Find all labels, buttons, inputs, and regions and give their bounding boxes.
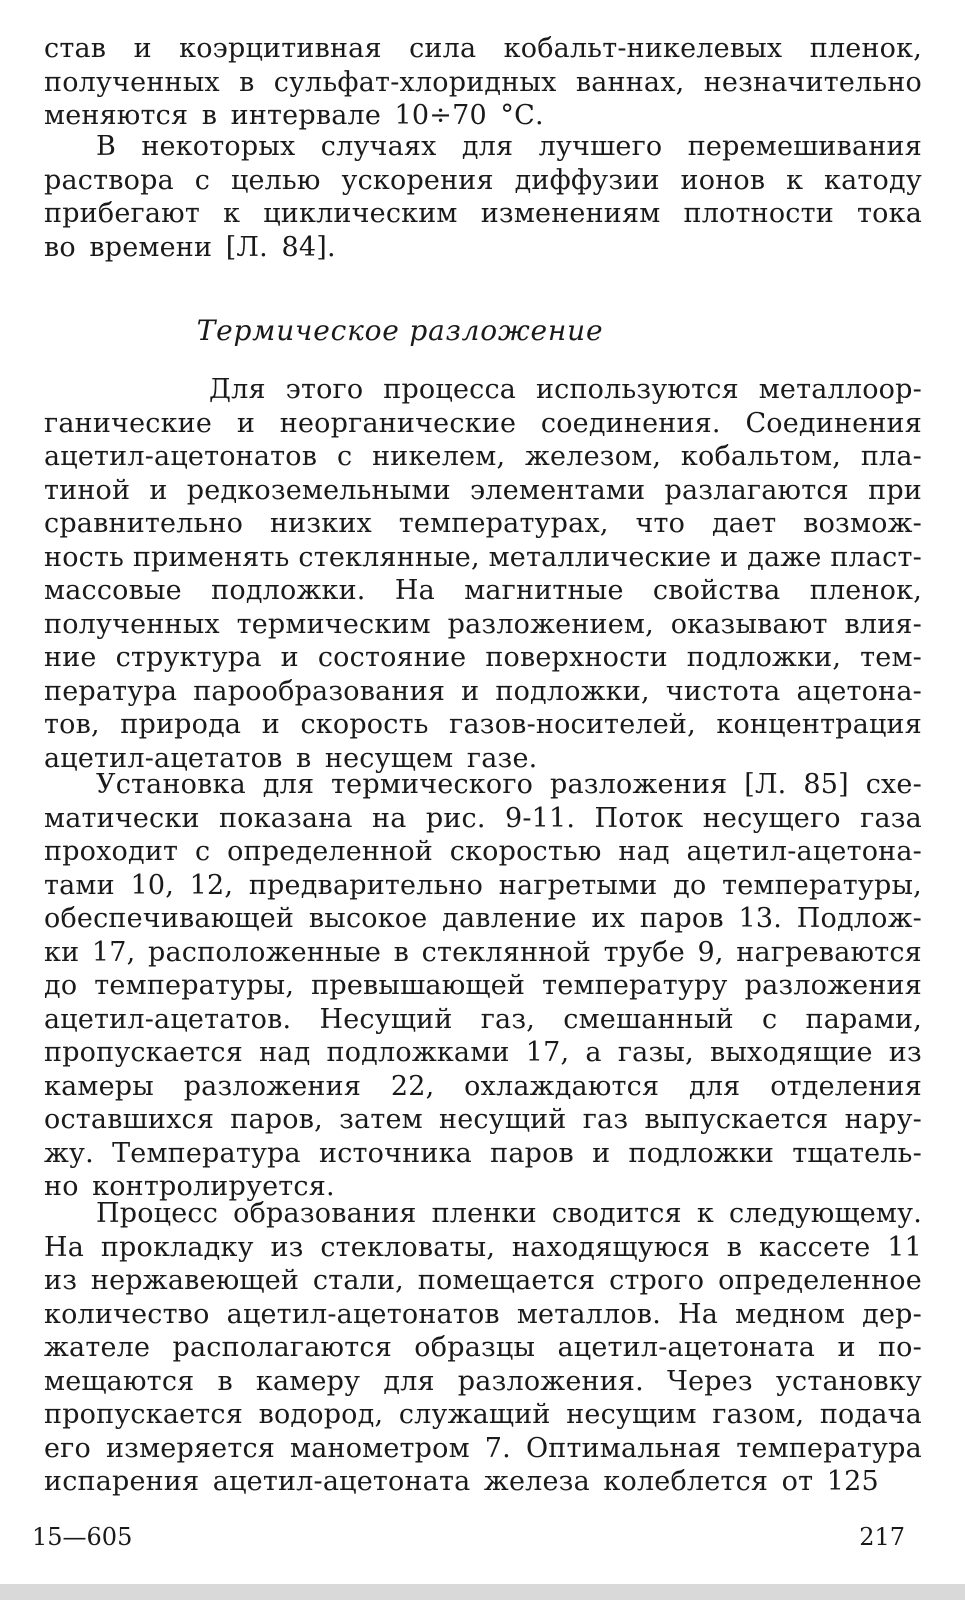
text-line: ние структура и состояние поверхности подложки, тем- xyxy=(44,642,922,673)
text-line: полученных в сульфат-хлоридных ваннах, незначительно xyxy=(44,66,922,98)
text-line: матически показана на рис. 9-11. Поток несущего газа xyxy=(44,802,922,834)
text-line: жу. Температура источника паров и подложки тщатель- xyxy=(44,1137,922,1169)
scan-bottom-edge xyxy=(0,1584,965,1600)
text-line: сравнительно низких температурах, что дает возмож- xyxy=(44,508,922,539)
text-line: количество ацетил-ацетонатов металлов. На медном дер- xyxy=(44,1298,922,1330)
text-line: ки 17, расположенные в стеклянной трубе 9, нагреваются xyxy=(44,936,922,968)
page-number: 217 xyxy=(859,1523,905,1551)
text-line: Для этого процесса используются металлоор- xyxy=(209,374,922,405)
text-line: тиной и редкоземельными элементами разлагаются при xyxy=(44,474,922,506)
text-line: В некоторых случаях для лучшего перемешивания xyxy=(96,131,922,162)
text-line: камеры разложения 22, охлаждаются для отделения xyxy=(44,1070,922,1102)
text-line: тами 10, 12, предварительно нагретыми до температуры, xyxy=(44,869,922,901)
text-line: прибегают к циклическим изменениям плотности тока xyxy=(44,198,922,229)
text-line: испарения ацетил-ацетоната железа колеблется от 125 xyxy=(44,1466,879,1497)
text-line: Процесс образования пленки сводится к следующему. xyxy=(96,1198,922,1229)
text-line: но контролируется. xyxy=(44,1171,335,1202)
text-line: меняются в интервале 10÷70 °С. xyxy=(44,100,544,131)
paragraph-film-process xyxy=(44,1197,922,1499)
text-line: оставшихся паров, затем несущий газ выпускается нару- xyxy=(44,1104,922,1135)
text-line: проходит с определенной скоростью над ацетил-ацетона- xyxy=(44,836,922,867)
text-line: пература парообразования и подложки, чистота ацетона- xyxy=(44,675,922,707)
text-line: ацетил-ацетатов в несущем газе. xyxy=(44,742,538,774)
text-line: жателе располагаются образцы ацетил-ацетоната и по- xyxy=(44,1332,922,1363)
text-line: раствора с целью ускорения диффузии ионов к катоду xyxy=(44,164,922,196)
text-line: полученных термическим разложением, оказывают влия- xyxy=(44,608,922,640)
text-line: пропускается над подложками 17, а газы, выходящие из xyxy=(44,1037,922,1068)
paragraph-current-cycling xyxy=(44,130,922,264)
text-line: ацетил-ацетонатов с никелем, железом, кобальтом, пла- xyxy=(44,441,922,472)
paragraph-continuation xyxy=(44,32,922,133)
text-line: ацетил-ацетатов. Несущий газ, смешанный с парами, xyxy=(44,1003,922,1035)
text-line: до температуры, превышающей температуру разложения xyxy=(44,970,922,1001)
section-heading: Термическое разложение xyxy=(196,314,604,347)
text-line: став и коэрцитивная сила кобальт-никелевых пленок, xyxy=(44,33,922,64)
text-line: массовые подложки. На магнитные свойства пленок, xyxy=(44,575,922,606)
paragraph-setup xyxy=(44,768,922,1204)
signature-mark: 15—605 xyxy=(32,1523,133,1551)
text-line: Установка для термического разложения [Л. 85] схе- xyxy=(96,769,922,800)
paragraph-thermal-intro xyxy=(44,373,922,775)
text-line: ганические и неорганические соединения. Соединения xyxy=(44,407,922,439)
text-line: его измеряется манометром 7. Оптимальная температура xyxy=(44,1432,922,1464)
text-line: мещаются в камеру для разложения. Через установку xyxy=(44,1365,922,1397)
text-line: На прокладку из стекловаты, находящуюся в кассете 11 xyxy=(44,1231,922,1263)
text-line: тов, природа и скорость газов-носителей, концентрация xyxy=(44,709,922,740)
text-line: обеспечивающей высокое давление их паров 13. Подлож- xyxy=(44,903,922,934)
text-line: пропускается водород, служащий несущим газом, подача xyxy=(44,1399,922,1430)
text-line: ность применять стеклянные, металлические и даже пласт- xyxy=(44,541,922,573)
text-line: из нержавеющей стали, помещается строго определенное xyxy=(44,1265,922,1296)
text-line: во времени [Л. 84]. xyxy=(44,231,336,263)
